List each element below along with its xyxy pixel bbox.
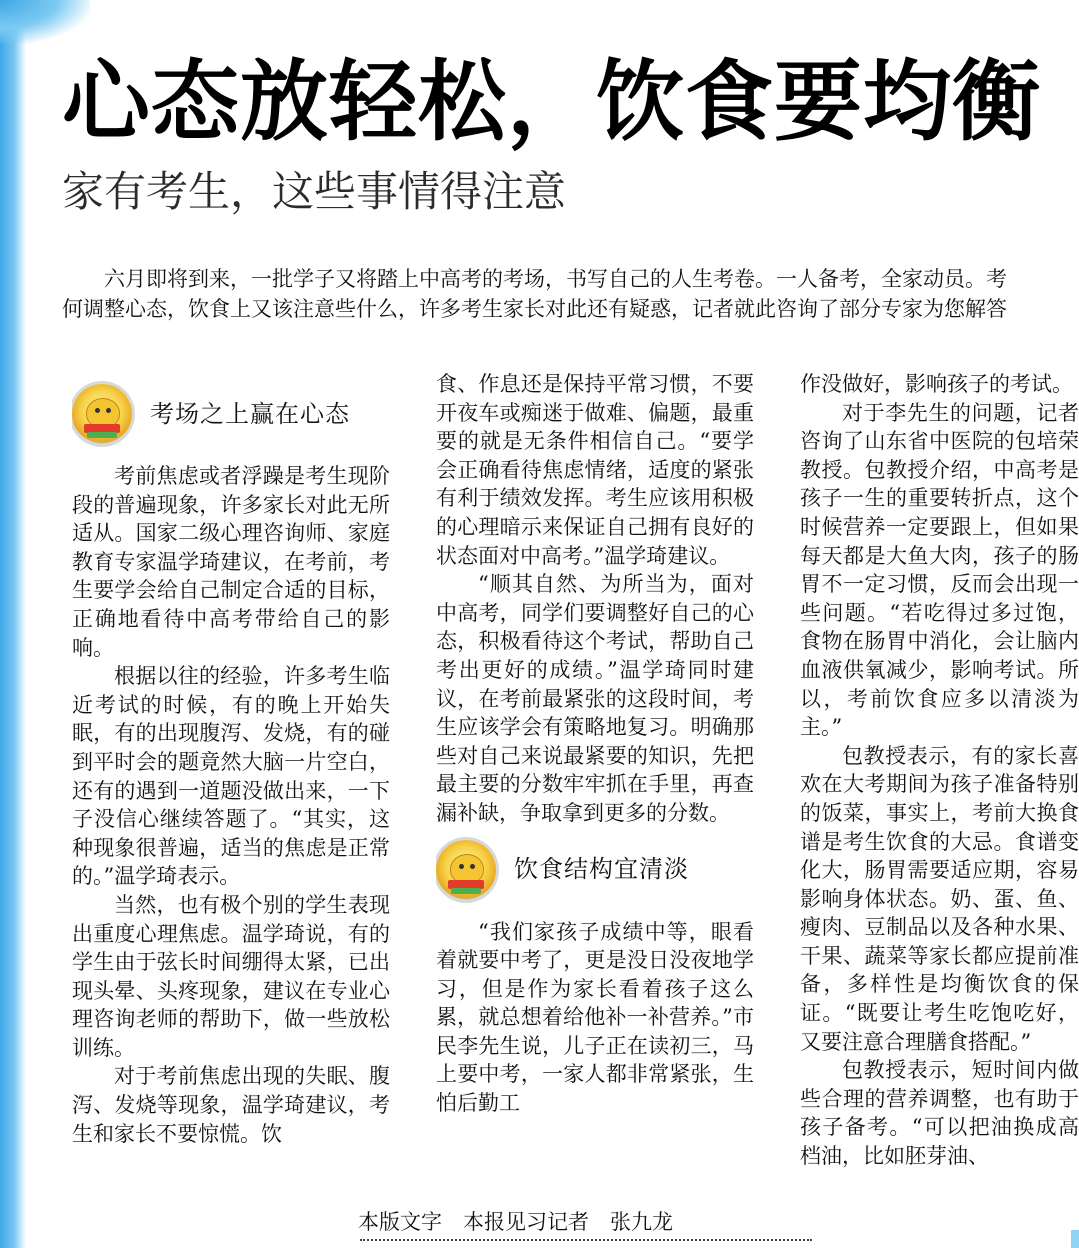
body-paragraph: 对于李先生的问题，记者咨询了山东省中医院的包培荣教授。包教授介绍，中高考是孩子一生的重要转折点，这个时候营养一定要跟上，但如果每天都是大鱼大肉，孩子的肠胃不一定习惯，反而会出现一些问题。“若吃得过多过饱，食物在肠胃中消化，会让脑内血液供氧减少，影响考试。所以，考前饮食应多以清淡为主。” (800, 400, 1079, 740)
section-title-mindset: 考场之上赢在心态 (150, 399, 350, 428)
article-column-2 (436, 370, 754, 1118)
article-column-3 (800, 370, 1079, 1171)
exam-mascot-emblem-icon (72, 384, 132, 444)
page-corner-mark (1071, 1230, 1079, 1248)
byline-divider (360, 1239, 812, 1241)
lead-line-2: 何调整心态，饮食上又该注意些什么，许多考生家长对此还有疑惑，记者就此咨询了部分专家为您解答 (62, 297, 1007, 321)
page-corner-decoration (0, 0, 90, 44)
lead-line-1: 六月即将到来，一批学子又将踏上中高考的考场，书写自己的人生考卷。一人备考，全家动员。考 (62, 267, 1007, 291)
byline: 本版文字 本报见习记者 张九龙 (358, 1210, 673, 1234)
exam-mascot-emblem-icon (436, 840, 496, 900)
body-paragraph: 对于考前焦虑出现的失眠、腹泻、发烧等现象，温学琦建议，考生和家长不要惊慌。饮 (72, 1064, 390, 1146)
body-paragraph: 作没做好，影响孩子的考试。 (800, 372, 1073, 396)
lead-paragraph (62, 264, 1079, 328)
body-paragraph: 考前焦虑或者浮躁是考生现阶段的普遍现象，许多家长对此无所适从。国家二级心理咨询师、家庭教育专家温学琦建议，在考前，考生要学会给自己制定合适的目标，正确地看待中高考带给自己的影响。 (72, 464, 390, 660)
section-heading-diet (436, 832, 754, 908)
page-edge-decoration (0, 0, 26, 1248)
section-heading-mindset (72, 376, 390, 452)
body-paragraph: 食、作息还是保持平常习惯，不要开夜车或痴迷于做难、偏题，最重要的就是无条件相信自己。“要学会正确看待焦虑情绪，适度的紧张有利于绩效发挥。考生应该用积极的心理暗示来保证自己拥有良好的状态面对中高考。”温学琦建议。 (436, 372, 754, 568)
body-paragraph: 当然，也有极个别的学生表现出重度心理焦虑。温学琦说，有的学生由于弦长时间绷得太紧，已出现头晕、头疼现象，建议在专业心理咨询老师的帮助下，做一些放松训练。 (72, 892, 390, 1060)
body-paragraph: 包教授表示，短时间内做些合理的营养调整，也有助于孩子备考。“可以把油换成高档油，比如胚芽油、 (800, 1058, 1079, 1169)
section-title-diet: 饮食结构宜清淡 (514, 855, 689, 884)
body-paragraph: 根据以往的经验，许多考生临近考试的时候，有的晚上开始失眠，有的出现腹泻、发烧，有的碰到平时会的题竟然大脑一片空白，还有的遇到一道题没做出来，一下子没信心继续答题了。“其实，这种现象很普遍，适当的焦虑是正常的。”温学琦表示。 (72, 664, 390, 889)
body-paragraph: “顺其自然、为所当为，面对中高考，同学们要调整好自己的心态，积极看待这个考试，帮助自己考出更好的成绩。”温学琦同时建议，在考前最紧张的这段时间，考生应该学会有策略地复习。明确那些对自己来说最紧要的知识，先把最主要的分数牢牢抓在手里，再查漏补缺，争取拿到更多的分数。 (436, 572, 754, 825)
body-paragraph: “我们家孩子成绩中等，眼看着就要中考了，更是没日没夜地学习，但是作为家长看着孩子这么累，就总想着给他补一补营养。”市民李先生说，儿子正在读初三，马上要中考，一家人都非常紧张，生怕后勤工 (436, 919, 754, 1116)
subhead: 家有考生，这些事情得注意 (62, 167, 567, 216)
article-column-1 (72, 372, 390, 1148)
body-paragraph: 包教授表示，有的家长喜欢在大考期间为孩子准备特别的饭菜，事实上，考前大换食谱是考生饮食的大忌。食谱变化大，肠胃需要适应期，容易影响身体状态。奶、蛋、鱼、瘦肉、豆制品以及各种水果、干果、蔬菜等家长都应提前准备，多样性是均衡饮食的保证。“既要让考生吃饱吃好，又要注意合理膳食搭配。” (800, 743, 1079, 1054)
headline: 心态放轻松，饮食要均衡 (62, 52, 1042, 152)
